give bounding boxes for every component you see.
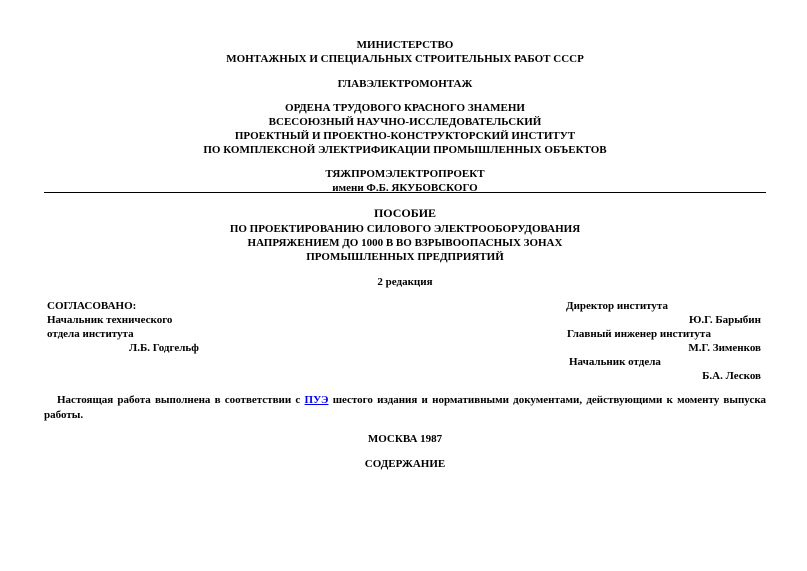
institute-line-2: ВСЕСОЮЗНЫЙ НАУЧНО-ИССЛЕДОВАТЕЛЬСКИЙ [268,116,542,128]
contents-heading: СОДЕРЖАНИЕ [364,458,446,470]
intro-text-start: Настоящая работа выполнена в соответствии с [57,394,305,406]
city-year: МОСКВА 1987 [367,433,443,445]
header-divider [44,192,766,193]
ministry-line-1: МИНИСТЕРСТВО [356,39,454,51]
pue-link[interactable]: ПУЭ [304,394,329,406]
chief-engineer-title: Главный инженер института [567,328,711,340]
agreed-label: СОГЛАСОВАНО: [47,300,137,312]
org-named-after: имени Ф.Б. ЯКУБОВСКОГО [332,182,478,194]
director-title: Директор института [566,300,668,312]
org-name: ТЯЖПРОМЭЛЕКТРОПРОЕКТ [325,168,485,180]
intro-text-end: шестого издания и нормативными документами, действующими к моменту выпуска работы. [44,394,767,421]
ministry-line-2: МОНТАЖНЫХ И СПЕЦИАЛЬНЫХ СТРОИТЕЛЬНЫХ РАБОТ СССР [226,53,584,65]
director-name: Ю.Г. Барыбин [688,314,761,326]
tech-dept-head-line-1: Начальник технического [47,314,173,326]
edition: 2 редакция [377,276,433,288]
dept-head-title: Начальник отдела [569,356,661,368]
subtitle-line-1: ПО ПРОЕКТИРОВАНИЮ СИЛОВОГО ЭЛЕКТРООБОРУДОВАНИЯ [229,223,581,235]
subtitle-line-3: ПРОМЫШЛЕННЫХ ПРЕДПРИЯТИЙ [306,251,504,263]
tech-dept-head-line-2: отдела института [47,328,134,340]
glavk-name: ГЛАВЭЛЕКТРОМОНТАЖ [337,78,473,90]
intro-paragraph [44,393,766,423]
subtitle-line-2: НАПРЯЖЕНИЕМ ДО 1000 В ВО ВЗРЫВООПАСНЫХ ЗОНАХ [247,237,563,249]
dept-head-name: Б.А. Лесков [702,370,761,382]
institute-line-4: ПО КОМПЛЕКСНОЙ ЭЛЕКТРИФИКАЦИИ ПРОМЫШЛЕННЫХ ОБЪЕКТОВ [203,144,607,156]
institute-line-3: ПРОЕКТНЫЙ И ПРОЕКТНО-КОНСТРУКТОРСКИЙ ИНСТИТУТ [234,130,576,142]
tech-dept-head-name: Л.Б. Годгельф [129,342,199,354]
institute-line-1: ОРДЕНА ТРУДОВОГО КРАСНОГО ЗНАМЕНИ [285,102,525,114]
chief-engineer-name: М.Г. Зименков [688,342,761,354]
document-title: ПОСОБИЕ [373,206,437,220]
